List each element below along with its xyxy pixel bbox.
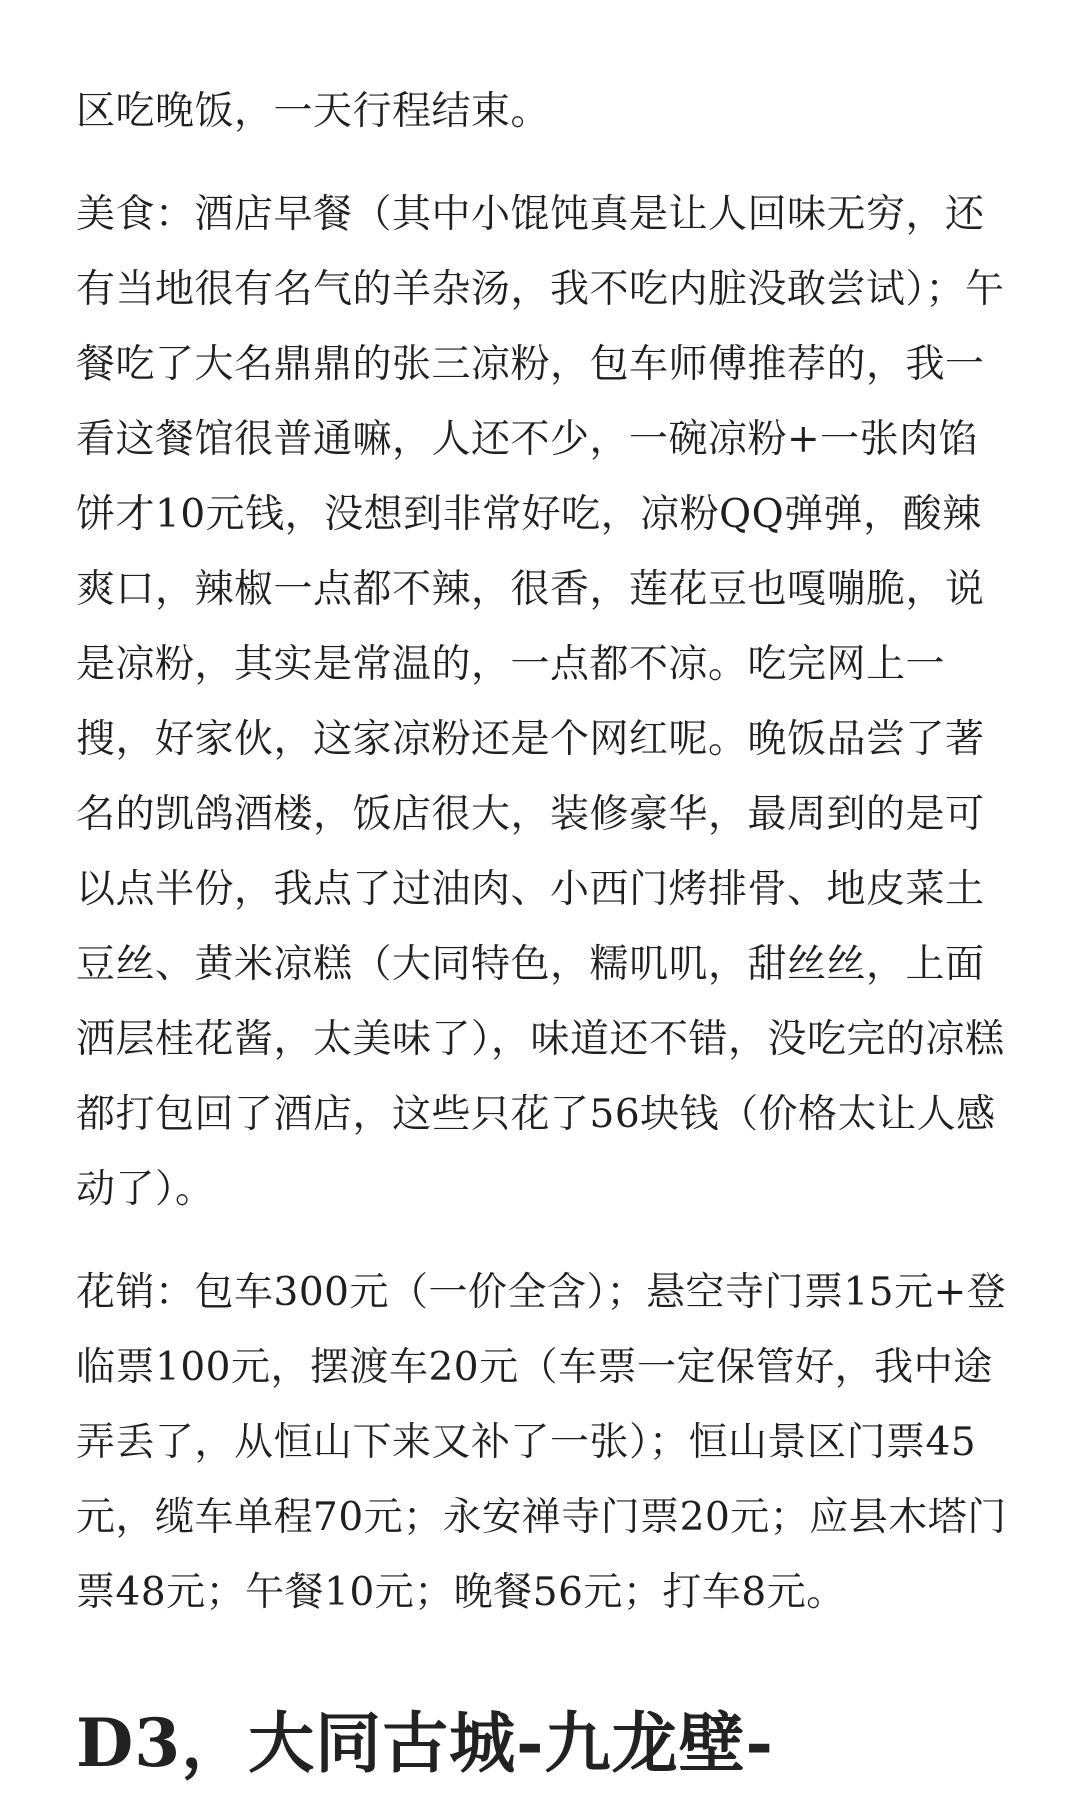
day3-heading: D3，大同古城-九龙壁- bbox=[76, 1704, 774, 1782]
intro-paragraph: 区吃晚饭，一天行程结束。 bbox=[76, 89, 551, 134]
food-paragraph: 美食：酒店早餐（其中小馄饨真是让人回味无穷，还有当地很有名气的羊杂汤，我不吃内脏没敢尝试）；午餐吃了大名鼎鼎的张三凉粉，包车师傅推荐的，我一看这餐馆很普通嘛，人还不少，一碗凉粉+一张肉馅饼才10元钱，没想到非常好吃，凉粉QQ弹弹，酸辣爽口，辣椒一点都不辣，很香，莲花豆也嘎嘣脆，说是凉粉，其实是常温的，一点都不凉。吃完网上一搜，好家伙，这家凉粉还是个网红呢。晚饭品尝了著名的凯鸽酒楼，饭店很大，装修豪华，最周到的是可以点半份，我点了过油肉、小西门烤排骨、地皮菜土豆丝、黄米凉糕（大同特色，糯叽叽，甜丝丝，上面洒层桂花酱，太美味了），味道还不错，没吃完的凉糕都打包回了酒店，这些只花了56块钱（价格太让人感动了）。 bbox=[76, 192, 1005, 1212]
article-body bbox=[76, 0, 1016, 1788]
cost-paragraph: 花销：包车300元（一价全含）；悬空寺门票15元+登临票100元，摆渡车20元（车票一定保管好，我中途弄丢了，从恒山下来又补了一张）；恒山景区门票45元，缆车单程70元；永安禅寺门票20元；应县木塔门票48元；午餐10元；晚餐56元；打车8元。 bbox=[76, 1270, 1007, 1615]
